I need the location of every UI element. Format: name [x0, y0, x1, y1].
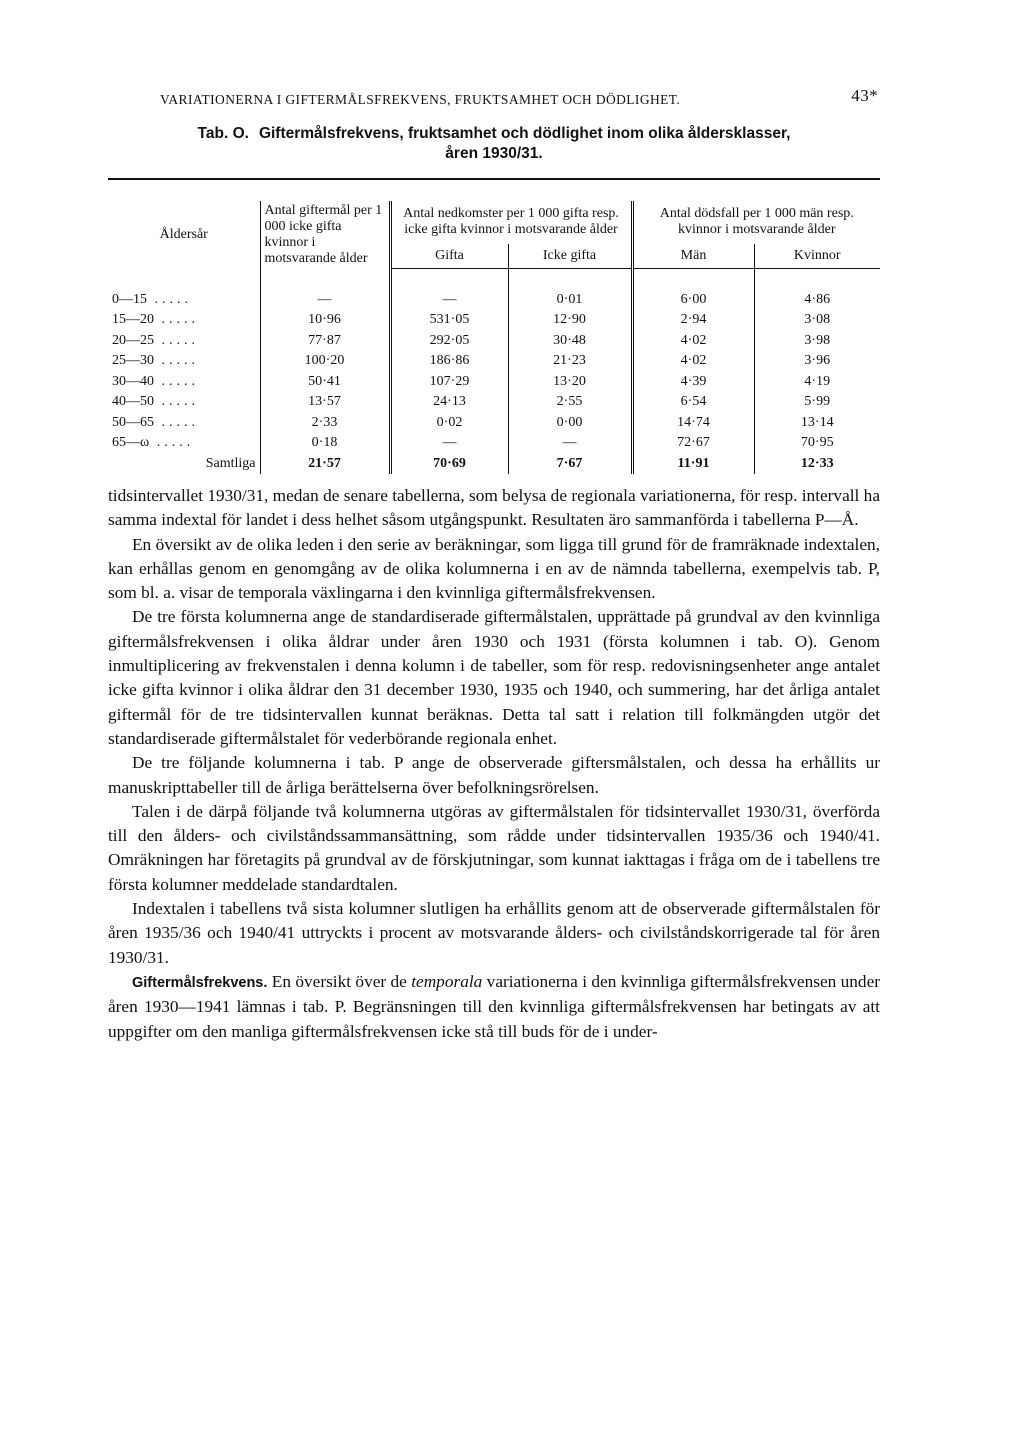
marriages-value: —: [260, 290, 390, 311]
section-text: En översikt över de: [271, 971, 407, 991]
header-births-group: Antal nedkomster per 1 000 gifta resp. icke gifta kvinnor i motsvarande ålder: [403, 206, 619, 238]
age-class: 20—25: [112, 332, 154, 348]
body-text: [108, 484, 880, 1044]
age-class: 65—ω: [112, 435, 150, 451]
births-unmarried-value: 12·90: [508, 310, 632, 331]
paragraph: De tre följande kolumnerna i tab. P ange de observerade giftersmålstalen, och dessa ha erhållits ur manuskripttabeller till de årliga berättelserna över befolkningsrörelsen.: [108, 753, 880, 797]
total-label: Samtliga: [205, 455, 256, 471]
statistics-table: [108, 178, 880, 474]
table-row: 50—65 ..... 2·33 0·02 0·00 14·74 13·14: [108, 413, 880, 434]
header-births-married: Gifta: [390, 244, 508, 269]
marriages-value: 2·33: [260, 413, 390, 434]
births-unmarried-value: —: [508, 433, 632, 454]
age-class: 50—65: [112, 414, 154, 430]
deaths-women-value: 3·98: [754, 331, 880, 352]
deaths-women-value: 70·95: [754, 433, 880, 454]
paragraph: tidsintervallet 1930/31, medan de senare tabellerna, som belysa de regionala variationerna, för resp. intervall ha samma indextal för landet i dess helhet såsom utgångspunkt. Resultaten äro sammanförda i tabellerna P—Å.: [108, 486, 880, 530]
table-body: [108, 269, 880, 475]
births-unmarried-value: 30·48: [508, 331, 632, 352]
age-class: 25—30: [112, 353, 154, 369]
deaths-women-value: 3·08: [754, 310, 880, 331]
header-births-unmarried: Icke gifta: [508, 244, 632, 269]
page-number: 43*: [851, 86, 878, 105]
deaths-men-value: 6·54: [632, 392, 754, 413]
total-marriages: 21·57: [260, 454, 390, 475]
deaths-women-value: 5·99: [754, 392, 880, 413]
paragraph: En översikt av de olika leden i den serie av beräkningar, som ligga till grund för de framräknade indextalen, kan erhållas genom en genomgång av de olika kolumnerna i en av de nämnda tabellerna, exempelvis tab. P, som bl. a. visar de temporala växlingarna i den kvinnliga giftermålsfrekvensen.: [108, 534, 880, 603]
total-deaths-men: 11·91: [632, 454, 754, 475]
deaths-women-value: 4·19: [754, 372, 880, 393]
table-row: 65—ω ..... 0·18 — — 72·67 70·95: [108, 433, 880, 454]
marriages-value: 10·96: [260, 310, 390, 331]
births-married-value: 292·05: [429, 332, 470, 348]
age-class: 40—50: [112, 394, 154, 410]
table-row: 0—15 ..... — — 0·01 6·00 4·86: [108, 290, 880, 311]
age-class: 30—40: [112, 373, 154, 389]
total-births-unmarried: 7·67: [508, 454, 632, 475]
deaths-men-value: 14·74: [632, 413, 754, 434]
paragraph: De tre första kolumnerna ange de standardiserade giftermålstalen, upprättade på grundval av den kvinnliga giftermålsfrekvensen i olika åldrar under åren 1930 och 1931 (första kolumnen i tab. O). Genom inmultiplicering av frekvenstalen i denna kolumn i de tabeller, som för resp. redovisningsenheter ange antalet icke gifta kvinnor i olika åldrar den 31 december 1930, 1935 och 1940, och summering, har det årliga antalet giftermål för de tre tidsintervallen kunnat beräknas. Detta tal satt i relation till folkmängden utgör det standardiserade giftermålstalet för vederbörande regionala enhet.: [108, 607, 880, 748]
age-class: 0—15: [112, 291, 147, 307]
deaths-men-value: 4·02: [632, 351, 754, 372]
page: [108, 86, 880, 1044]
deaths-men-value: 2·94: [632, 310, 754, 331]
table-row: 15—20 ..... 10·96 531·05 12·90 2·94 3·08: [108, 310, 880, 331]
emphasis-text: temporala: [411, 971, 483, 991]
births-unmarried-value: 13·20: [508, 372, 632, 393]
header-deaths-women: Kvinnor: [754, 244, 880, 269]
births-married-value: —: [442, 435, 457, 451]
deaths-men-value: 4·02: [632, 331, 754, 352]
table-row: 25—30 ..... 100·20 186·86 21·23 4·02 3·96: [108, 351, 880, 372]
table-title-line2: åren 1930/31.: [445, 145, 543, 162]
deaths-women-value: 4·86: [754, 290, 880, 311]
table-row: 40—50 ..... 13·57 24·13 2·55 6·54 5·99: [108, 392, 880, 413]
paragraph: Indextalen i tabellens två sista kolumner slutligen ha erhållits genom att de observerade giftermålstalen för åren 1935/36 och 1940/41 uttryckts i procent av motsvarande ålders- och civilståndskorrigerade tal för åren 1930/31.: [108, 899, 880, 967]
deaths-men-value: 6·00: [632, 290, 754, 311]
deaths-men-value: 4·39: [632, 372, 754, 393]
marriages-value: 50·41: [260, 372, 390, 393]
age-class: 15—20: [112, 312, 154, 328]
marriages-value: 0·18: [260, 433, 390, 454]
paragraph: Talen i de därpå följande två kolumnerna utgöras av giftermålstalen för tidsintervallet 1930/31, överförda till den ålders- och civilståndssammansättning, som rådde under tidsintervallen 1935/36 och 1940/41. Omräkningen har företagits på grundval av de förskjutningar, som kunnat iakttagas i fråga om de i tabellens tre första kolumner meddelade standardtalen.: [108, 801, 880, 894]
section-heading: Giftermålsfrekvens.: [132, 974, 268, 991]
births-unmarried-value: 21·23: [508, 351, 632, 372]
table-label: Tab. O.: [197, 125, 249, 142]
header-age: Åldersår: [159, 226, 208, 242]
table-row: 30—40 ..... 50·41 107·29 13·20 4·39 4·19: [108, 372, 880, 393]
births-married-value: 531·05: [429, 312, 470, 328]
table-row: 20—25 ..... 77·87 292·05 30·48 4·02 3·98: [108, 331, 880, 352]
deaths-men-value: 72·67: [632, 433, 754, 454]
deaths-women-value: 13·14: [754, 413, 880, 434]
births-married-value: 107·29: [429, 373, 470, 389]
births-unmarried-value: 0·00: [508, 413, 632, 434]
running-head: [108, 86, 880, 116]
table-title-line1: Giftermålsfrekvens, fruktsamhet och dödlighet inom olika åldersklasser,: [258, 125, 791, 142]
section-text: variationerna i den kvinnliga giftermålsfrekvensen under åren 1930—1941 lämnas i tab. P. Begränsningen till den kvinnliga giftermålsfrekvensen har betingats av att uppgifter om den manliga giftermålsfrekvensen icke stå till buds för de i under-: [108, 971, 880, 1041]
deaths-women-value: 3·96: [754, 351, 880, 372]
births-married-value: 0·02: [436, 414, 463, 430]
births-unmarried-value: 0·01: [508, 290, 632, 311]
header-deaths-group: Antal dödsfall per 1 000 män resp. kvinnor i motsvarande ålder: [632, 201, 880, 244]
header-marriages: Antal giftermål per 1 000 icke gifta kvinnor i motsvarande ålder: [260, 201, 390, 269]
total-deaths-women: 12·33: [754, 454, 880, 475]
births-married-value: 186·86: [429, 353, 470, 369]
header-deaths-men: Män: [632, 244, 754, 269]
births-married-value: —: [442, 291, 457, 307]
marriages-value: 13·57: [260, 392, 390, 413]
marriages-value: 77·87: [260, 331, 390, 352]
section-paragraph: [108, 970, 880, 1044]
total-row: [108, 454, 880, 475]
births-married-value: 24·13: [433, 394, 466, 410]
births-unmarried-value: 2·55: [508, 392, 632, 413]
table-caption: [108, 124, 880, 164]
running-head-title: VARIATIONERNA I GIFTERMÅLSFREKVENS, FRUKTSAMHET OCH DÖDLIGHET.: [160, 92, 681, 107]
marriages-value: 100·20: [260, 351, 390, 372]
total-births-married: 70·69: [433, 455, 466, 471]
